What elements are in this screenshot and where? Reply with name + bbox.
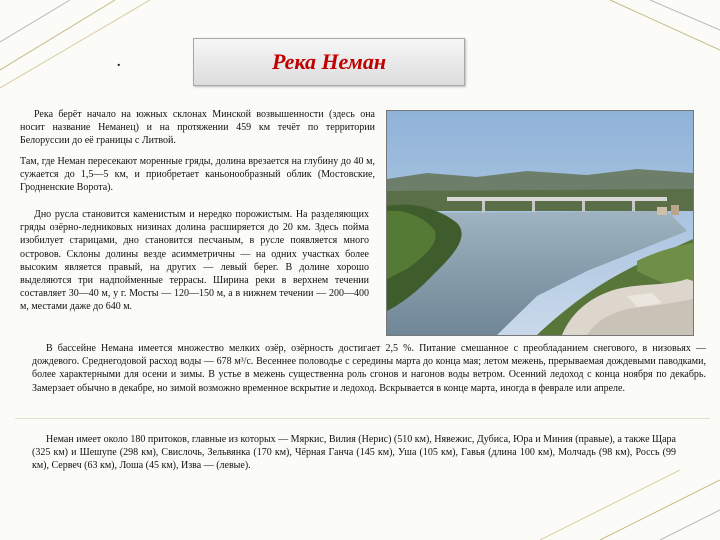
river-photo-illustration — [387, 111, 693, 335]
paragraph-tributaries: Неман имеет около 180 притоков, главные из которых — Мяркис, Вилия (Нерис) (510 км), Нявежис, Дубиса, Юра и Миния (правые), а также Щара (325 км) и Шешупе (298 км), Свислочь, Зельвянка (170 км), Чёрная Ганча (145 км), Уша (105 км), Гавья (длина 100 км), Молчадь (98 км), Россь (99 км), Сервеч (63 км), Лоша (45 км), Изва — (левые). — [32, 434, 676, 472]
corner-decoration-bottom-right — [540, 470, 720, 540]
slide-title: Река Неман — [271, 49, 387, 74]
corner-decoration-top-left — [0, 0, 160, 100]
paragraph-origin: Река берёт начало на южных склонах Минской возвышенности (здесь она носит название Неманец) и на протяжении 459 км течёт по территории Белоруссии до её границы с Литвой. — [20, 109, 375, 147]
section-divider — [15, 418, 710, 419]
paragraph-riverbed: Дно русла становится каменистым и нередко порожистым. На разделяющих гряды озёрно-ледниковых низинах долина расширяется до 20 км. Здесь пойма изобилует старицами, дно становится песчаным, в русле появляется много островов. Склоны долины везде асимметричны — на одних участках более высоким является правый, на других — левый берег. В долине хорошо выделяются три надпойменные террасы. Ширина реки в верхнем течении составляет 30—40 м, у г. Мосты — 120—150 м, а в нижнем течении — 200—400 м, местами даже до 640 м. — [20, 209, 369, 313]
river-photo — [386, 110, 694, 336]
paragraph-canyon: Там, где Неман пересекают моренные гряды, долина врезается на глубину до 40 м, сужается до 1,5—5 км, и приобретает каньонообразный облик (Мостовские, Гродненские Ворота). — [20, 156, 375, 194]
corner-decoration-top-right — [600, 0, 720, 60]
paragraph-basin: В бассейне Немана имеется множество мелких озёр, озёрность достигает 2,5 %. Питание смешанное с преобладанием снегового, в низовьях — дождевого. Среднегодовой расход воды — 678 м³/с. Весеннее половодье с середины марта до конца мая; летом межень, прерываемая дождевыми паводками, более характерными для осени и зимы. В устье в межень существенна роль сгонов и нагонов воды ветром. Осенний ледоход с конца ноября по декабрь. Замерзает обычно в декабре, но зимой возможно временное вскрытие и ледоход. Вскрывается в конце марта, иногда в феврале или апреле. — [32, 343, 706, 394]
title-box — [193, 38, 465, 86]
bullet-mark: . — [117, 55, 121, 70]
